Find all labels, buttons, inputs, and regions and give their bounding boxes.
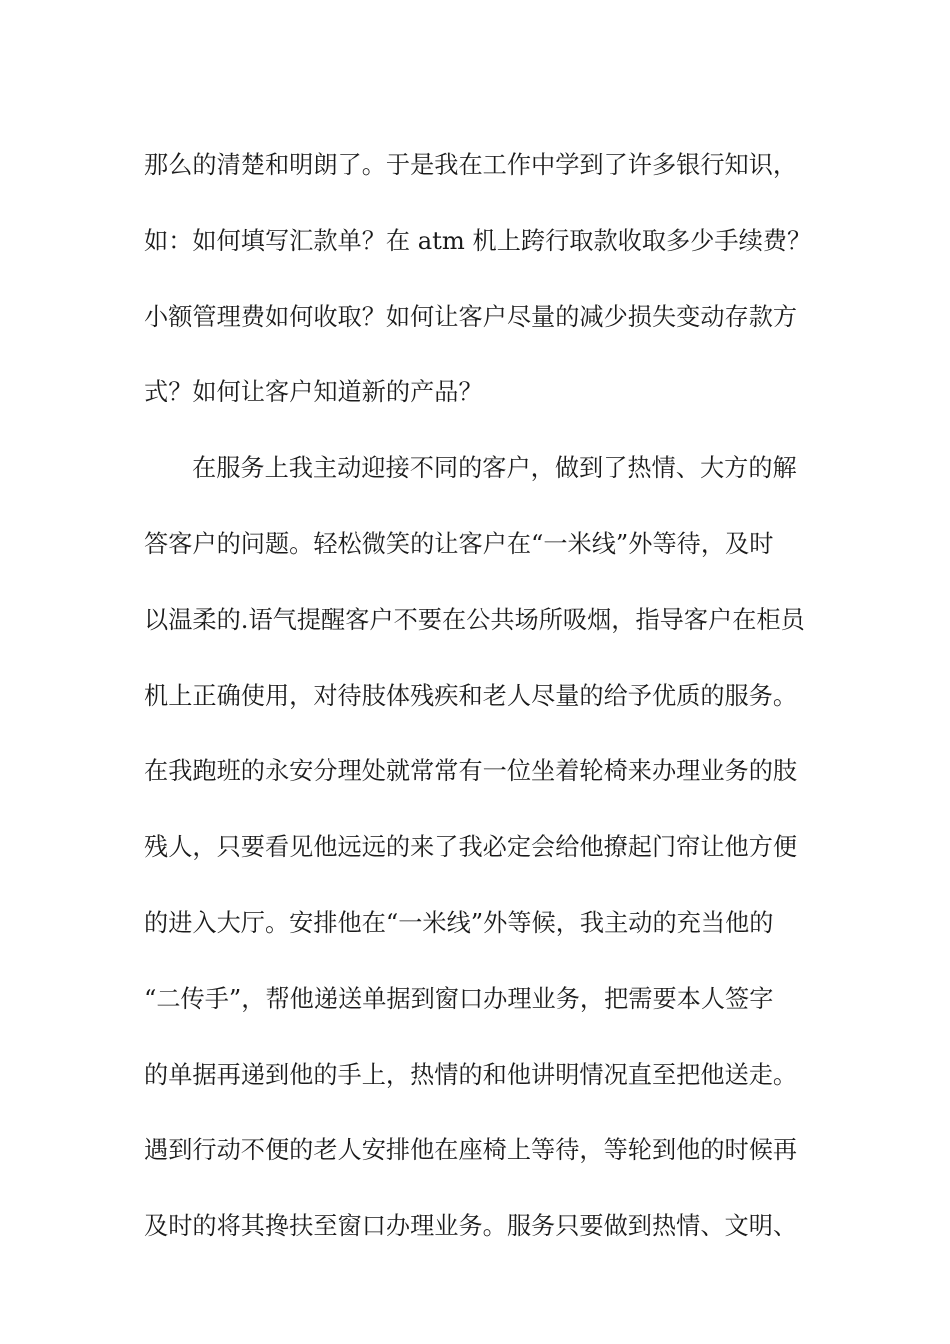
text-line: 答客户的问题。轻松微笑的让客户在“一米线”外等待，及时: [144, 529, 774, 558]
text-line: 的单据再递到他的手上，热情的和他讲明情况直至把他送走。: [144, 1060, 798, 1089]
text-line: 的进入大厅。安排他在“一米线”外等候，我主动的充当他的: [144, 908, 774, 937]
text-line: 如：如何填写汇款单？在 atm 机上跨行取款收取多少手续费？: [144, 226, 812, 255]
body-text: [144, 128, 814, 1265]
text-line: 机上正确使用，对待肢体残疾和老人尽量的给予优质的服务。: [144, 681, 798, 710]
text-line: 残人，只要看见他远远的来了我必定会给他撩起门帘让他方便: [144, 833, 798, 862]
text-line: 及时的将其搀扶至窗口办理业务。服务只要做到热情、文明、: [144, 1212, 798, 1241]
text-line: 遇到行动不便的老人安排他在座椅上等待，等轮到他的时候再: [144, 1136, 798, 1165]
text-line: 以温柔的.语气提醒客户不要在公共场所吸烟，指导客户在柜员: [144, 605, 805, 634]
paragraph-first-line: 在服务上我主动迎接不同的客户，做到了热情、大方的解: [192, 454, 797, 483]
text-line: 小额管理费如何收取？如何让客户尽量的减少损失变动存款方: [144, 302, 798, 331]
text-line: “二传手”，帮他递送单据到窗口办理业务，把需要本人签字: [144, 984, 774, 1013]
text-line: 那么的清楚和明朗了。于是我在工作中学到了许多银行知识，: [144, 151, 798, 179]
text-line: 在我跑班的永安分理处就常常有一位坐着轮椅来办理业务的肢: [144, 757, 798, 786]
text-line: 式？如何让客户知道新的产品？: [144, 378, 483, 407]
